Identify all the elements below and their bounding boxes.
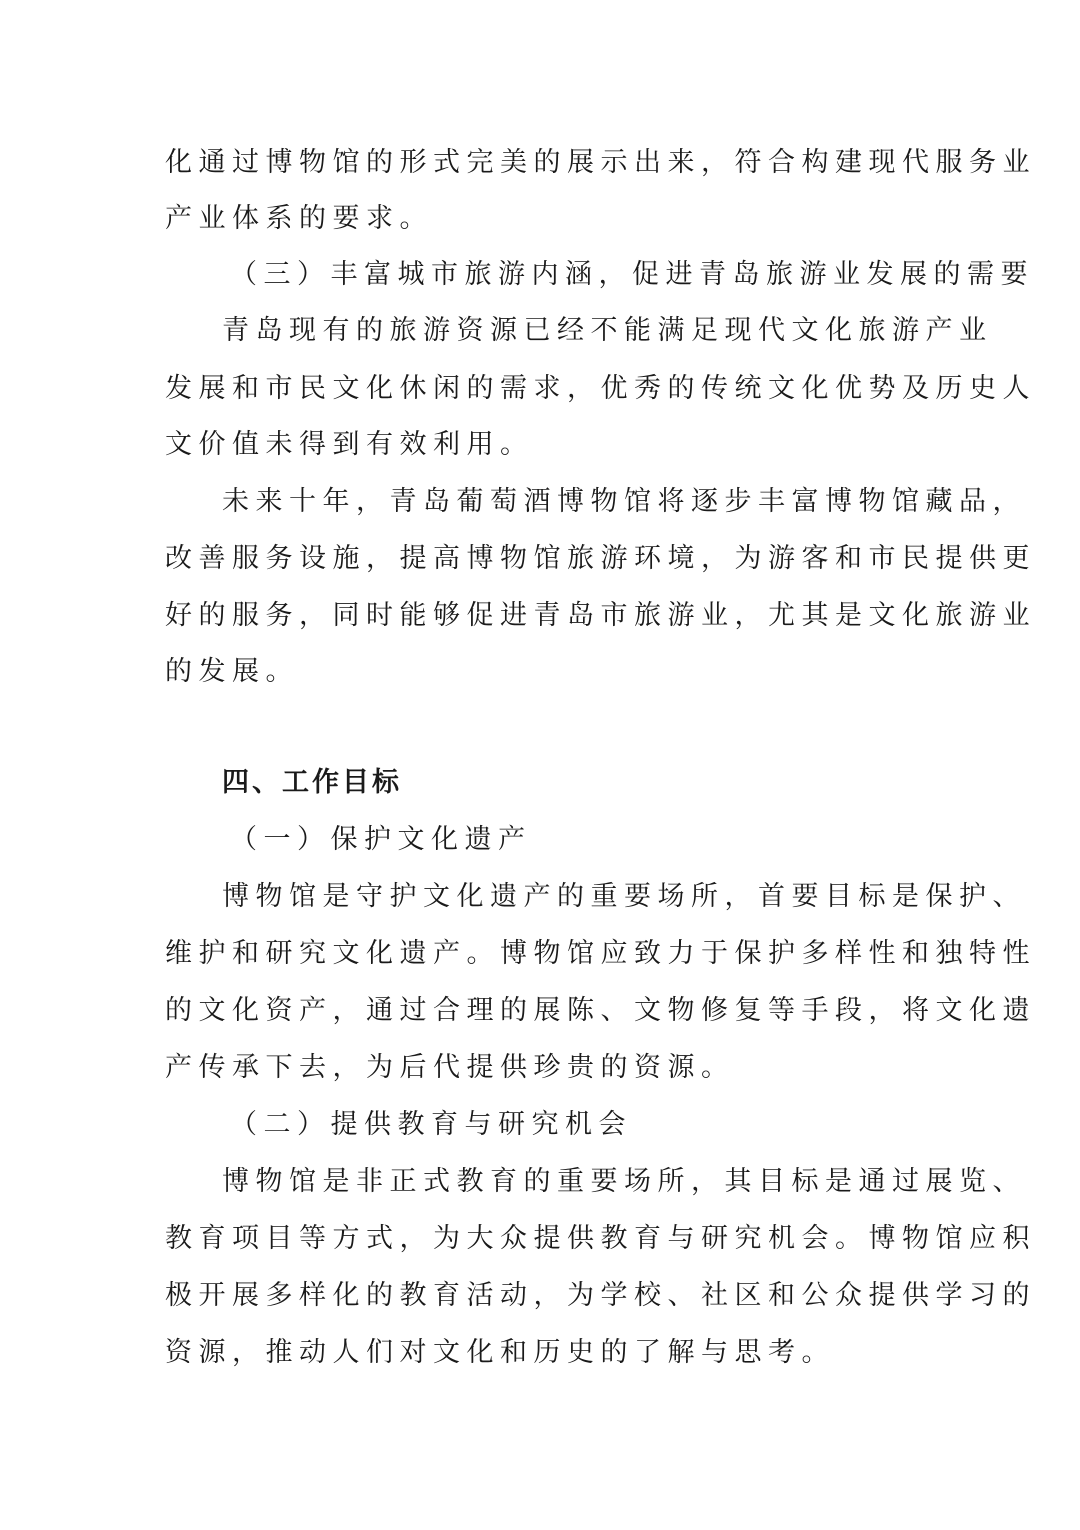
body-text-line: 化通过博物馆的形式完美的展示出来，符合构建现代服务业 (165, 147, 1036, 178)
body-text-line: 的文化资产，通过合理的展陈、文物修复等手段，将文化遗 (165, 995, 1036, 1026)
body-text-line: 的发展。 (165, 656, 299, 687)
subheading-3: （三）丰富城市旅游内涵，促进青岛旅游业发展的需要 (230, 259, 1034, 290)
body-text-line: 资源，推动人们对文化和历史的了解与思考。 (165, 1337, 835, 1368)
body-text-line: 博物馆是非正式教育的重要场所，其目标是通过展览、 (222, 1166, 1026, 1197)
body-text-line: 博物馆是守护文化遗产的重要场所，首要目标是保护、 (222, 881, 1026, 912)
body-text-line: 未来十年，青岛葡萄酒博物馆将逐步丰富博物馆藏品， (222, 486, 1026, 517)
subheading-2: （二）提供教育与研究机会 (230, 1109, 632, 1140)
body-text-line: 产业体系的要求。 (165, 203, 433, 234)
body-text-line: 好的服务，同时能够促进青岛市旅游业，尤其是文化旅游业 (165, 600, 1036, 631)
body-text-line: 青岛现有的旅游资源已经不能满足现代文化旅游产业 (222, 315, 993, 346)
body-text-line: 文价值未得到有效利用。 (165, 429, 534, 460)
body-text-line: 发展和市民文化休闲的需求，优秀的传统文化优势及历史人 (165, 373, 1036, 404)
body-text-line: 极开展多样化的教育活动，为学校、社区和公众提供学习的 (165, 1280, 1036, 1311)
body-text-line: 维护和研究文化遗产。博物馆应致力于保护多样性和独特性 (165, 938, 1036, 969)
subheading-1: （一）保护文化遗产 (230, 824, 532, 855)
body-text-line: 产传承下去，为后代提供珍贵的资源。 (165, 1052, 735, 1083)
body-text-line: 改善服务设施，提高博物馆旅游环境，为游客和市民提供更 (165, 543, 1036, 574)
section-heading: 四、工作目标 (222, 767, 402, 798)
body-text-line: 教育项目等方式，为大众提供教育与研究机会。博物馆应积 (165, 1223, 1036, 1254)
